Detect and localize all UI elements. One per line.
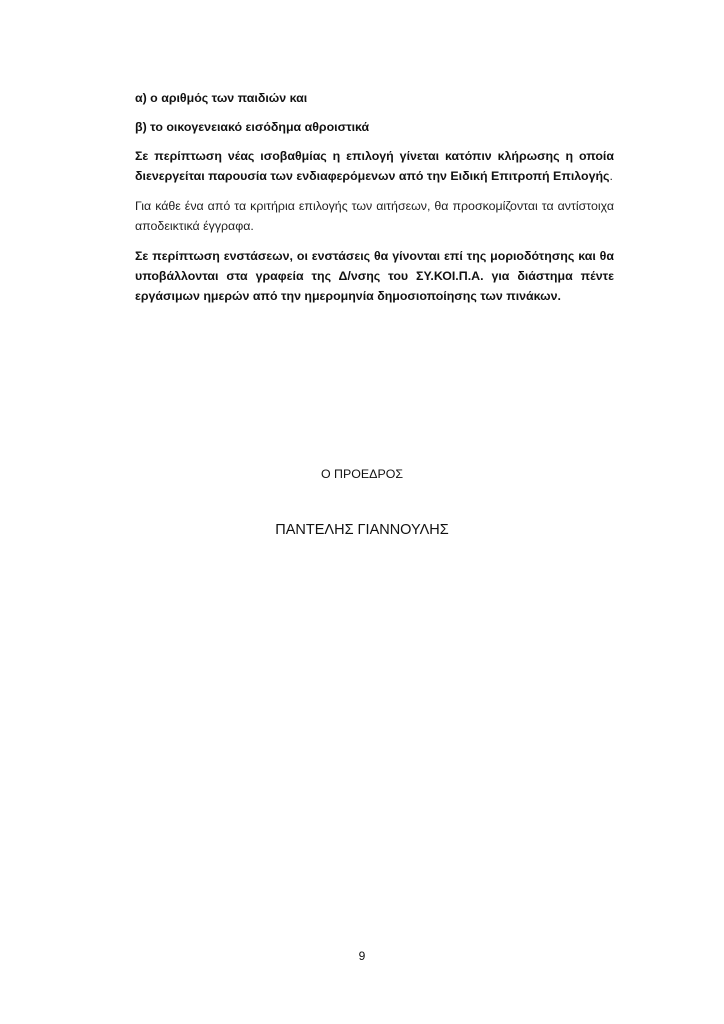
- document-body: [135, 88, 614, 316]
- objections-paragraph: Σε περίπτωση ενστάσεων, οι ενστάσεις θα γίνονται επί της μοριοδότησης και θα υποβάλλονται στα γραφεία της Δ/νσης του ΣΥ.ΚΟΙ.Π.Α. για διάστημα πέντε εργάσιμων ημερών από την ημερομηνία δημοσιοποίησης των πινάκων.: [135, 249, 614, 303]
- criterion-children-count: α) ο αριθμός των παιδιών και: [135, 91, 308, 105]
- signature-role: Ο ΠΡΟΕΔΡΟΣ: [320, 467, 404, 481]
- criterion-family-income: β) το οικογενειακό εισόδημα αθροιστικά: [135, 120, 370, 134]
- page-number: 9: [358, 949, 366, 963]
- signature-name: ΠΑΝΤΕΛΗΣ ΓΙΑΝΝΟΥΛΗΣ: [275, 522, 449, 538]
- supporting-documents-paragraph: Για κάθε ένα από τα κριτήρια επιλογής των αιτήσεων, θα προσκομίζονται τα αντίστοιχα αποδεικτικά έγγραφα.: [135, 199, 614, 233]
- tie-break-period: .: [609, 169, 613, 183]
- tie-break-text: Σε περίπτωση νέας ισοβαθμίας η επιλογή γίνεται κατόπιν κλήρωσης η οποία διενεργείται παρουσία των ενδιαφερόμενων από την Ειδική Επιτροπή Επιλογής: [135, 149, 614, 183]
- tie-break-paragraph: [135, 146, 614, 186]
